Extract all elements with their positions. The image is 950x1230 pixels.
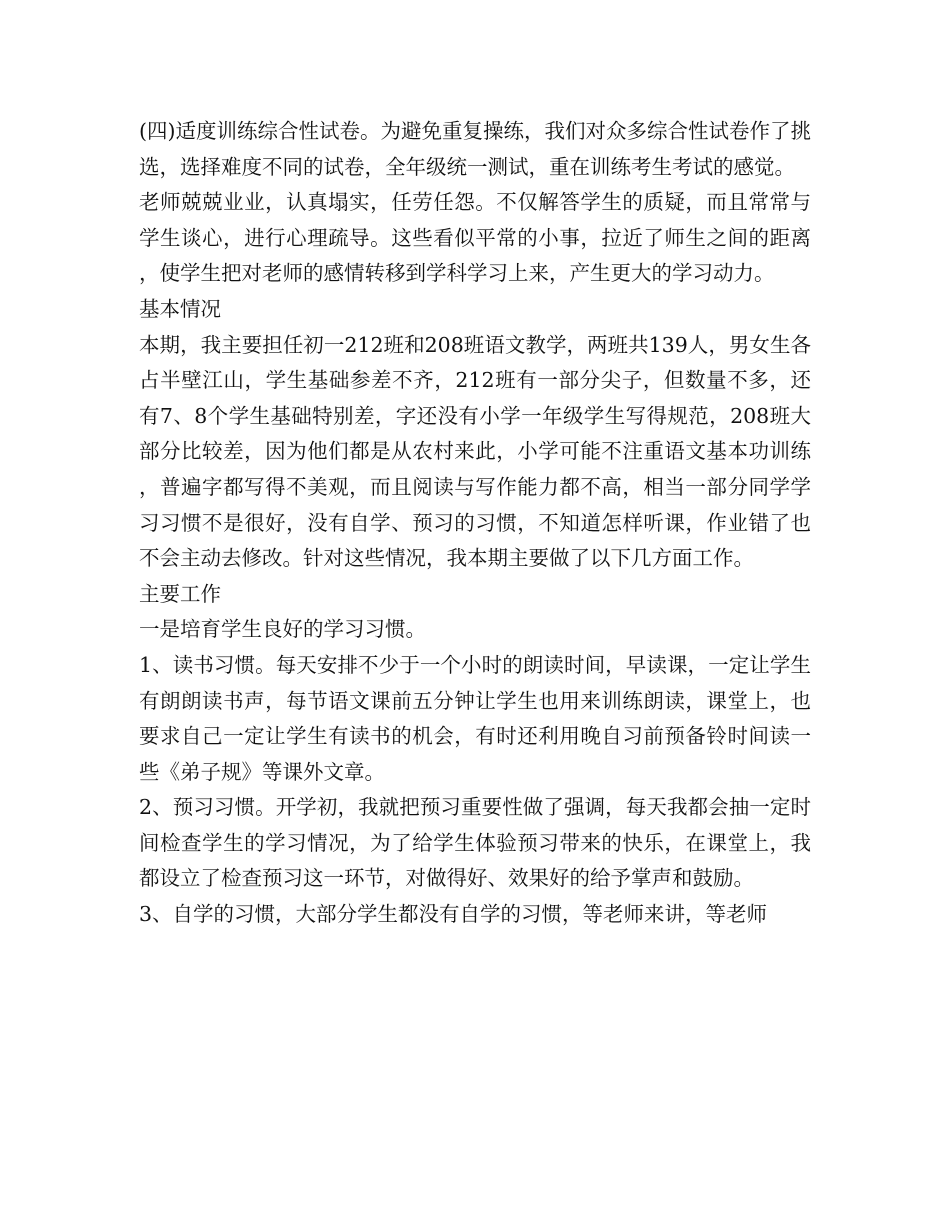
- heading-main-work: 主要工作: [139, 581, 221, 606]
- paragraph-preview-habit: 2、预习习惯。开学初，我就把预习重要性做了强调，每天我都会抽一定时间检查学生的学习情况，为了给学生体验预习带来的快乐，在课堂上，我都设立了检查预习这一环节，对做得好、效果好的给予掌声和鼓励。: [139, 795, 811, 891]
- heading-basic-situation: 基本情况: [139, 296, 221, 321]
- paragraph-teacher-dedication: 老师兢兢业业，认真塌实，任劳任怨。不仅解答学生的质疑，而且常常与学生谈心，进行心理疏导。这些看似平常的小事，拉近了师生之间的距离，使学生把对老师的感情转移到学科学习上来，产生更大的学习动力。: [139, 190, 811, 286]
- document-page: [139, 114, 811, 933]
- paragraph-comprehensive-tests: (四)适度训练综合性试卷。为避免重复操练，我们对众多综合性试卷作了挑选，选择难度不同的试卷，全年级统一测试，重在训练考生考试的感觉。: [139, 119, 811, 179]
- paragraph-reading-habit: 1、读书习惯。每天安排不少于一个小时的朗读时间，早读课，一定让学生有朗朗读书声，每节语文课前五分钟让学生也用来训练朗读，课堂上，也要求自己一定让学生有读书的机会，有时还利用晚自习前预备铃时间读一些《弟子规》等课外文章。: [139, 652, 811, 784]
- paragraph-self-study-habit: 3、自学的习惯，大部分学生都没有自学的习惯，等老师来讲，等老师: [139, 902, 768, 927]
- paragraph-study-habits: 一是培育学生良好的学习习惯。: [139, 617, 426, 642]
- paragraph-basic-situation: 本期，我主要担任初一212班和208班语文教学，两班共139人，男女生各占半壁江山，学生基础参差不齐，212班有一部分尖子，但数量不多，还有7、8个学生基础特别差，字还没有小学一年级学生写得规范，208班大部分比较差，因为他们都是从农村来此，小学可能不注重语文基本功训练，普遍字都写得不美观，而且阅读与写作能力都不高，相当一部分同学学习习惯不是很好，没有自学、预习的习惯，不知道怎样听课，作业错了也不会主动去修改。针对这些情况，我本期主要做了以下几方面工作。: [139, 332, 811, 571]
